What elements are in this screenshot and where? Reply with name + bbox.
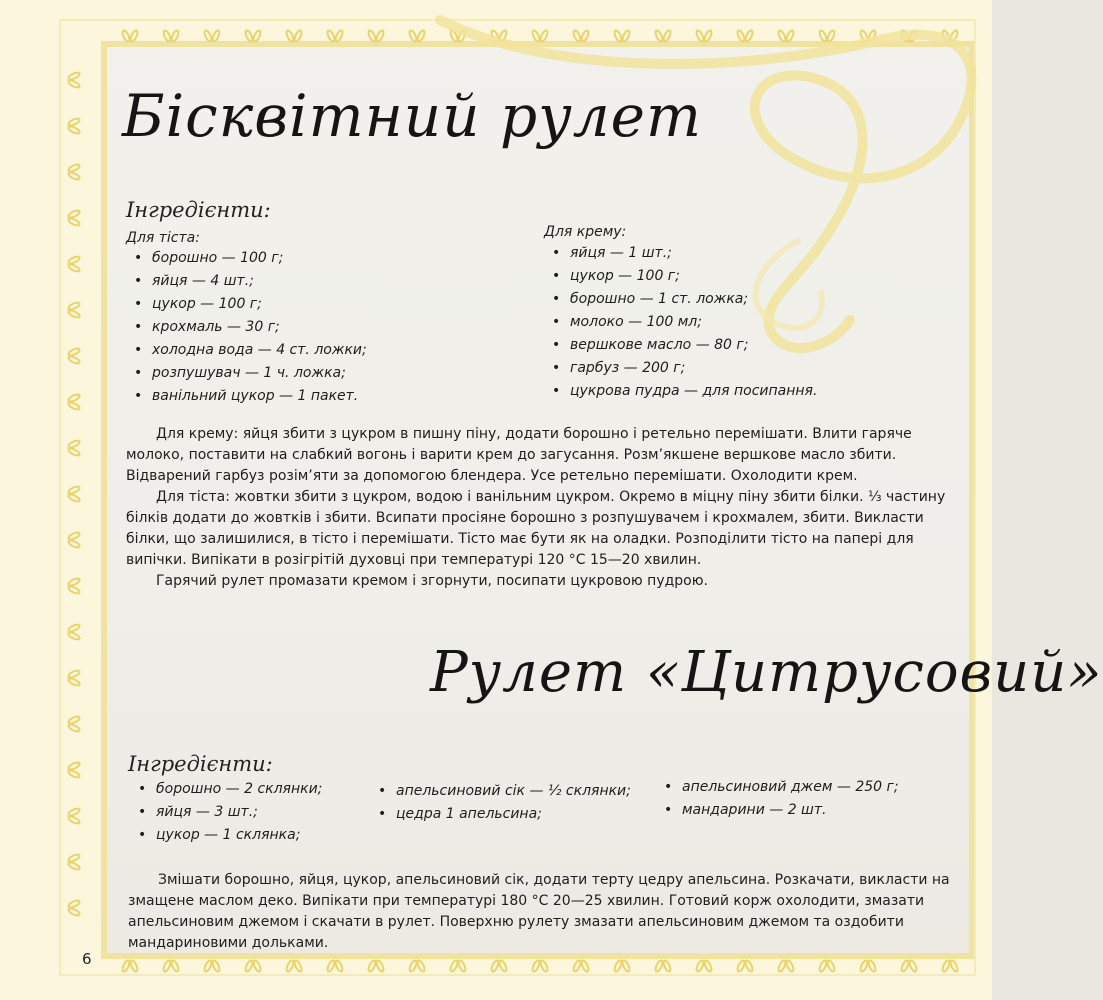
list-item: • цукор — 100 г;	[552, 265, 817, 288]
list-item: • молоко — 100 мл;	[552, 311, 817, 334]
recipe-1-title: Бісквітний рулет	[122, 82, 702, 150]
recipe-2-ingredients-col-1	[138, 778, 322, 847]
recipe-2-ingredients-col-2	[378, 780, 631, 826]
recipe-1-method	[126, 424, 962, 592]
list-item: • розпушувач — 1 ч. ложка;	[134, 362, 367, 385]
cream-label: Для крему:	[544, 224, 627, 240]
recipe-2-title: Рулет «Цитрусовий»	[430, 640, 1103, 705]
recipe-2-ingredients-col-3	[664, 776, 899, 822]
cream-ingredients-list	[552, 242, 817, 403]
list-item: • борошно — 2 склянки;	[138, 778, 322, 801]
list-item: • цукрова пудра — для посипання.	[552, 380, 817, 403]
recipe-2-method: Змішати борошно, яйця, цукор, апельсиновий сік, додати терту цедру апельсина. Розкачати, викласти на змащене маслом деко. Випікати при температурі 180 °С 20—25 хвилин. Готовий корж охолодити, змазати апельсиновим джемом і скачати в рулет. Поверхню рулету змазати апельсиновим джемом та оздобити мандариновими дольками.	[128, 872, 950, 951]
method-paragraph: Гарячий рулет промазати кремом і згорнути, посипати цукровою пудрою.	[156, 573, 708, 589]
list-item: • яйця — 3 шт.;	[138, 801, 322, 824]
recipe-1-ingredients-heading: Інгредієнти:	[126, 198, 271, 222]
list-item: • яйця — 1 шт.;	[552, 242, 817, 265]
list-item: • ванільний цукор — 1 пакет.	[134, 385, 367, 408]
list-item: • гарбуз — 200 г;	[552, 357, 817, 380]
page-number: 6	[82, 950, 92, 968]
dough-ingredients-list	[134, 247, 367, 408]
list-item: • вершкове масло — 80 г;	[552, 334, 817, 357]
list-item: • яйця — 4 шт.;	[134, 270, 367, 293]
list-item: • борошно — 1 ст. ложка;	[552, 288, 817, 311]
list-item: • апельсиновий сік — ½ склянки;	[378, 780, 631, 803]
list-item: • цукор — 100 г;	[134, 293, 367, 316]
method-paragraph: Для крему: яйця збити з цукром в пишну піну, додати борошно і ретельно перемішати. Влити гаряче молоко, поставити на слабкий вогонь і варити крем до загусання. Розм’якшене вершкове масло збити. Відварений гарбуз розім’яти за допомогою блендера. Усе ретельно перемішати. Охолодити крем.	[126, 426, 912, 484]
list-item: • апельсиновий джем — 250 г;	[664, 776, 899, 799]
list-item: • цедра 1 апельсина;	[378, 803, 631, 826]
dough-label: Для тіста:	[126, 230, 200, 246]
method-paragraph: Для тіста: жовтки збити з цукром, водою і ванільним цукром. Окремо в міцну піну збити білки. ⅓ частину білків додати до жовтків і збити. Всипати просіяне борошно з розпушувачем і крохмалем, збити. Викласти білки, що залишилися, в тісто і перемішати. Тісто має бути як на оладки. Розподілити тісто на папері для випічки. Випікати в розігрітій духовці при температурі 120 °С 15—20 хвилин.	[126, 489, 946, 568]
list-item: • борошно — 100 г;	[134, 247, 367, 270]
list-item: • мандарини — 2 шт.	[664, 799, 899, 822]
list-item: • холодна вода — 4 ст. ложки;	[134, 339, 367, 362]
list-item: • цукор — 1 склянка;	[138, 824, 322, 847]
recipe-2-ingredients-heading: Інгредієнти:	[128, 752, 273, 776]
list-item: • крохмаль — 30 г;	[134, 316, 367, 339]
